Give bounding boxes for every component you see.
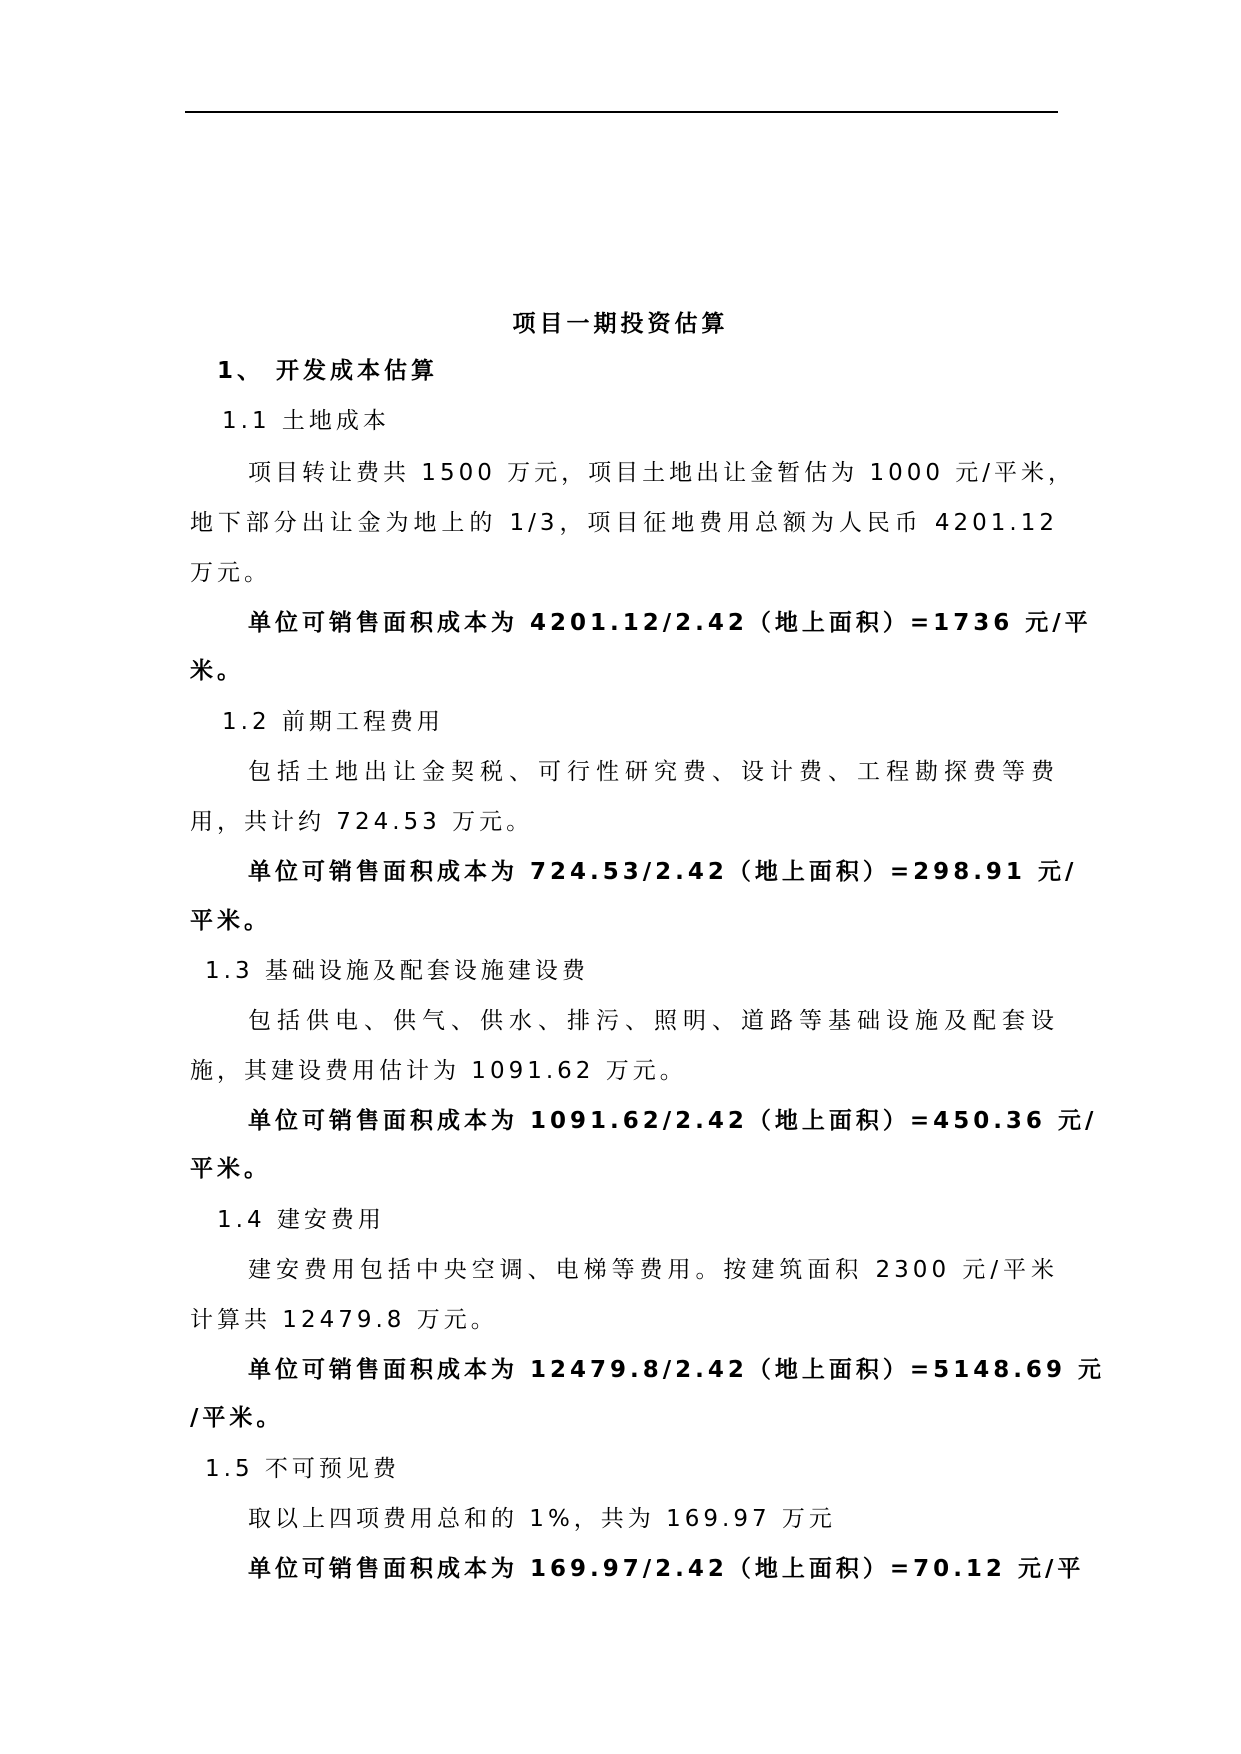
subsection-heading: 1.4 建安费用 (217, 1207, 385, 1233)
unit-cost-line: /平米。 (190, 1405, 284, 1431)
subsection-heading: 1.1 土地成本 (222, 408, 390, 434)
header-rule (185, 111, 1058, 113)
paragraph-line: 地下部分出让金为地上的 1/3，项目征地费用总额为人民币 4201.12 (190, 510, 1058, 536)
paragraph-line: 包括供电、供气、供水、排污、照明、道路等基础设施及配套设 (248, 1008, 1058, 1034)
unit-cost-line: 米。 (190, 658, 244, 684)
paragraph-line: 万元。 (190, 560, 271, 586)
subsection-heading: 1.5 不可预见费 (205, 1456, 400, 1482)
paragraph-line: 包括土地出让金契税、可行性研究费、设计费、工程勘探费等费 (248, 759, 1058, 785)
paragraph-line: 取以上四项费用总和的 1%，共为 169.97 万元 (248, 1506, 836, 1532)
unit-cost-line: 单位可销售面积成本为 12479.8/2.42（地上面积）=5148.69 元 (248, 1357, 1105, 1383)
section-heading: 1、 开发成本估算 (217, 358, 439, 384)
unit-cost-line: 平米。 (190, 1156, 271, 1182)
unit-cost-line: 单位可销售面积成本为 724.53/2.42（地上面积）=298.91 元/ (248, 859, 1078, 885)
paragraph-line: 建安费用包括中央空调、电梯等费用。按建筑面积 2300 元/平米 (248, 1257, 1058, 1283)
paragraph-line: 计算共 12479.8 万元。 (190, 1307, 498, 1333)
paragraph-line: 用，共计约 724.53 万元。 (190, 809, 534, 835)
unit-cost-line: 单位可销售面积成本为 4201.12/2.42（地上面积）=1736 元/平 (248, 610, 1092, 636)
subsection-heading: 1.3 基础设施及配套设施建设费 (205, 958, 589, 984)
unit-cost-line: 平米。 (190, 908, 271, 934)
paragraph-line: 施，其建设费用估计为 1091.62 万元。 (190, 1058, 687, 1084)
paragraph-line: 项目转让费共 1500 万元，项目土地出让金暂估为 1000 元/平米， (248, 460, 1076, 486)
unit-cost-line: 单位可销售面积成本为 1091.62/2.42（地上面积）=450.36 元/ (248, 1108, 1098, 1134)
unit-cost-line: 单位可销售面积成本为 169.97/2.42（地上面积）=70.12 元/平 (248, 1556, 1085, 1582)
page-title: 项目一期投资估算 (512, 311, 729, 337)
subsection-heading: 1.2 前期工程费用 (222, 709, 444, 735)
